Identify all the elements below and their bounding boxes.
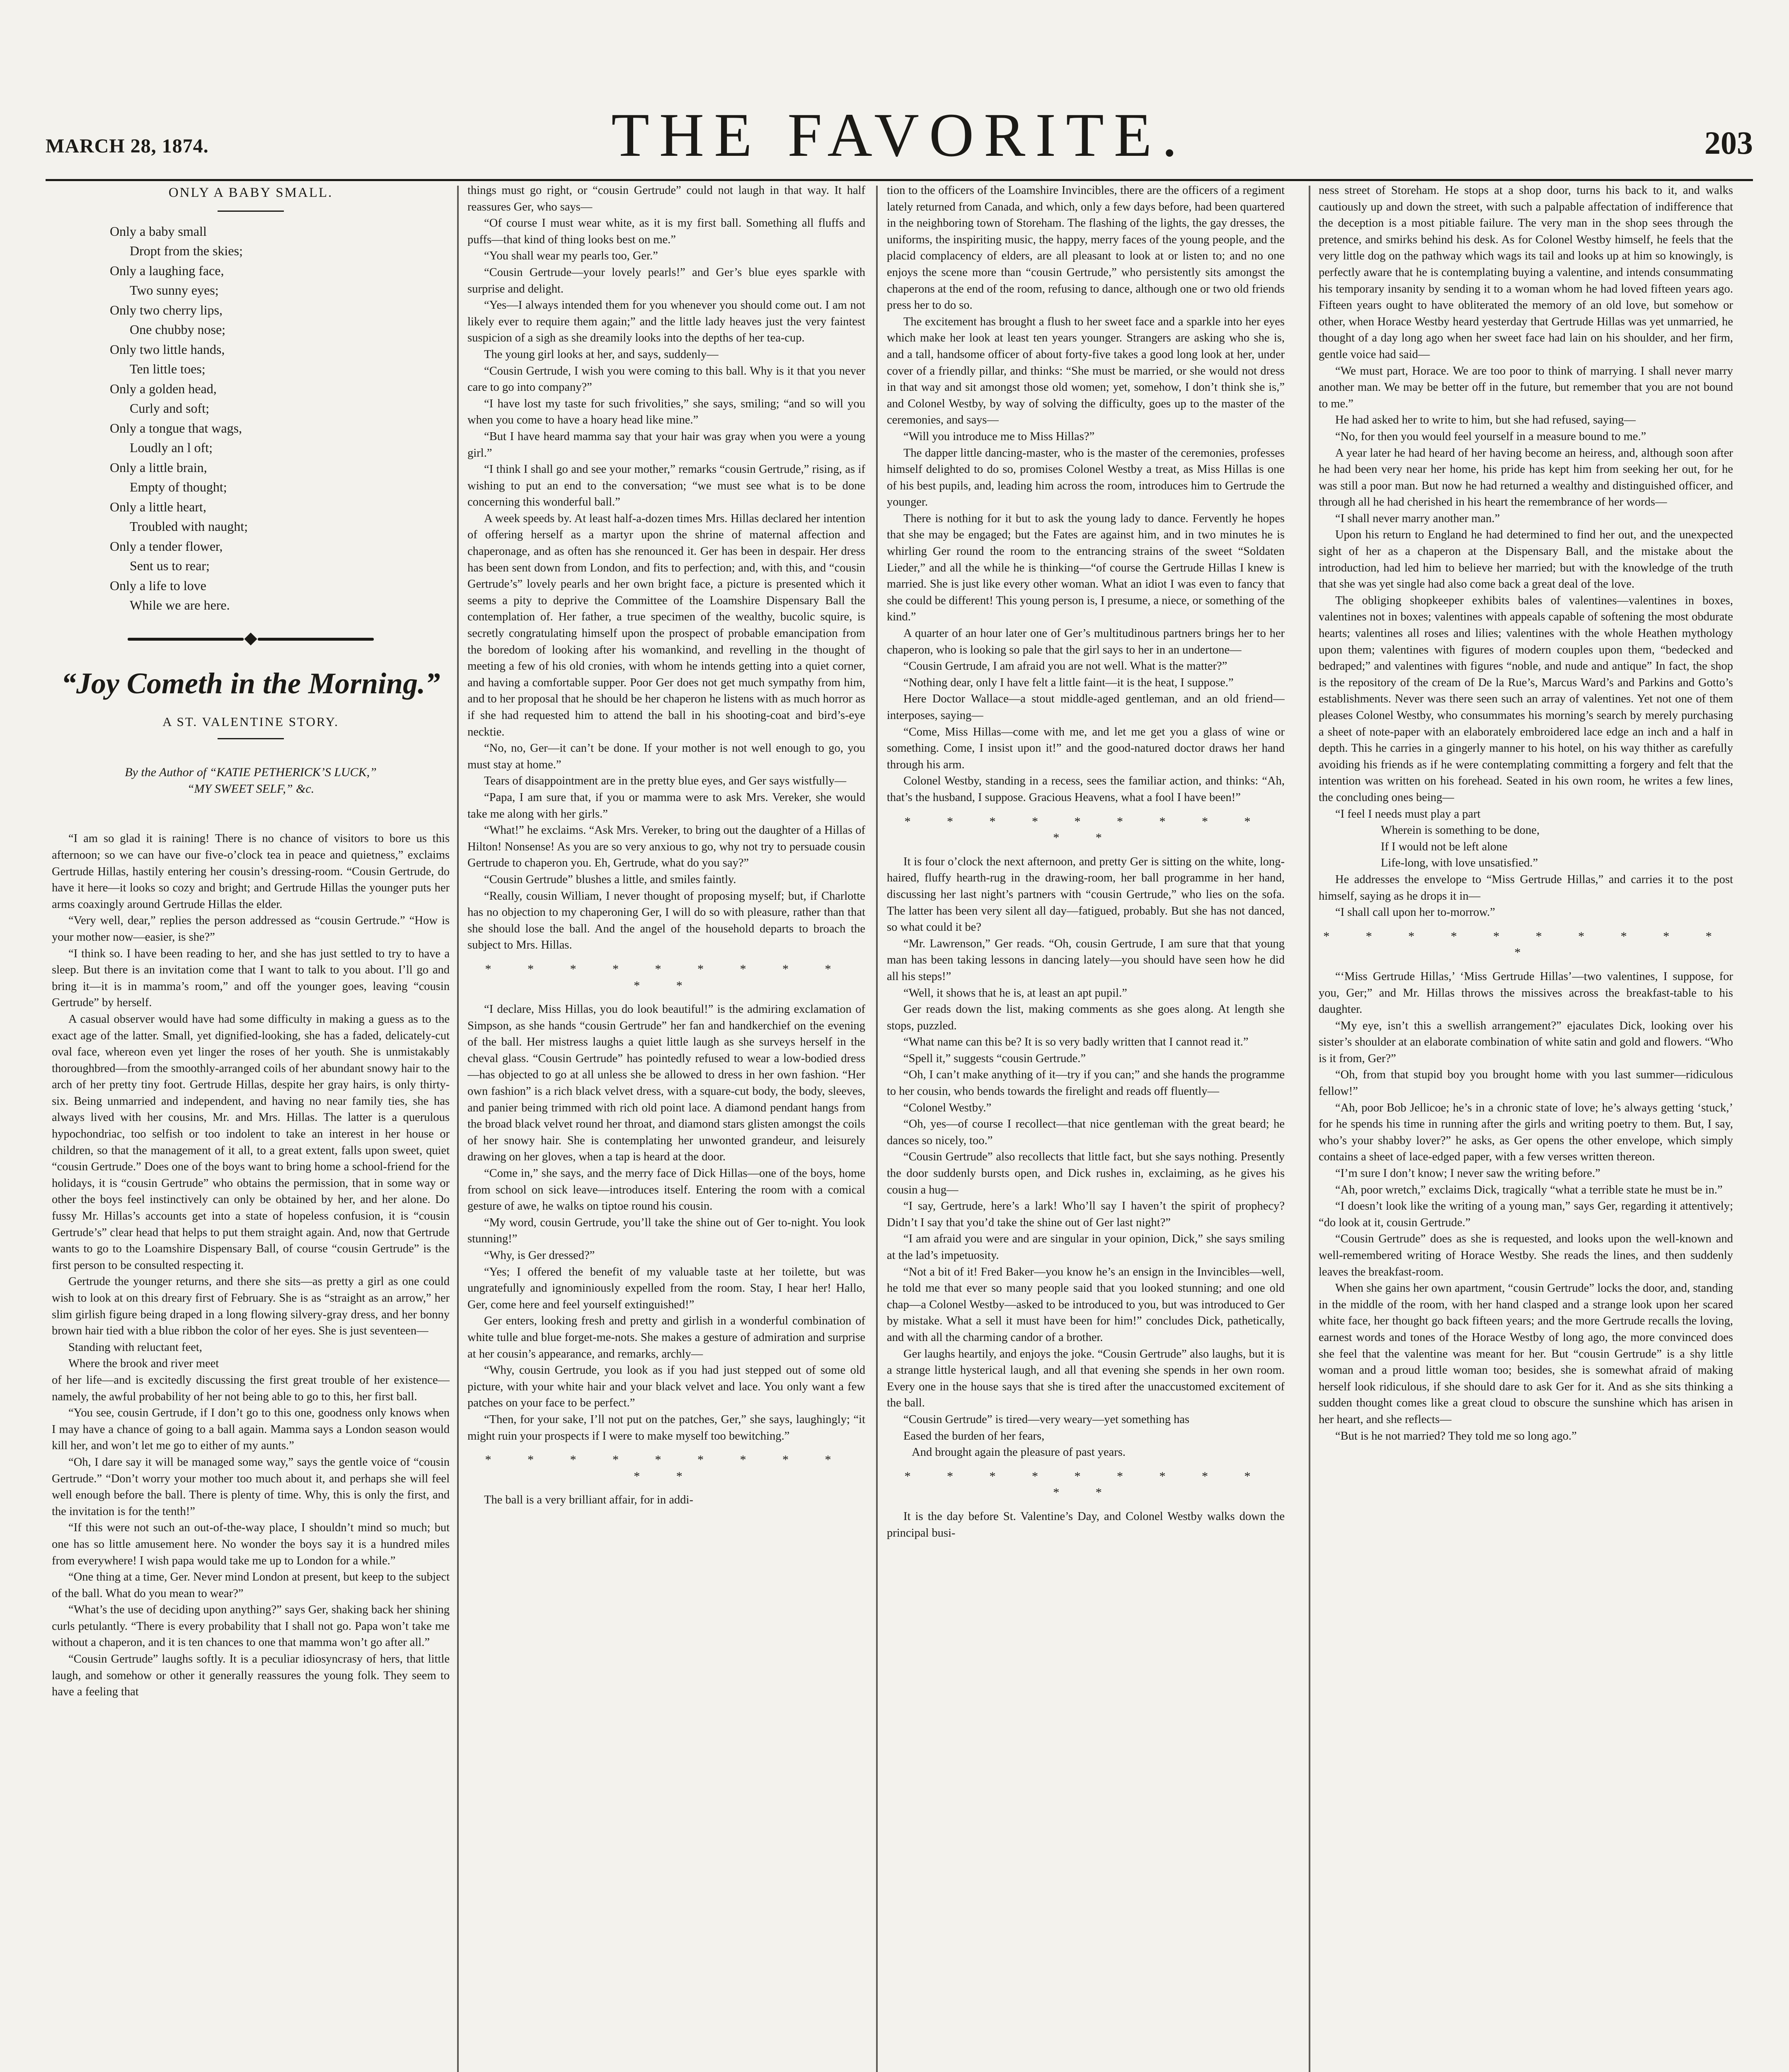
paragraph: “But is he not married? They told me so long ago.” [1335,1429,1577,1443]
verse-line: If I would not be left alone [1381,840,1508,853]
poem-line: Two sunny eyes; [130,283,219,298]
poem-line: Only a life to love [110,578,206,593]
verse-line: “I feel I needs must play a part [1335,807,1481,821]
paragraph: The obliging shopkeeper exhibits bales of valentines—valentines in boxes, valentines not in boxes; valentines with appeals capable of softening the most obdurate hearts; valentines all roses and lilies; valentines with the whole Heathen mythology upon them; valentines with figures of modern couples upon them, “bedecked and bedraped;” and valentines with figures “noble, and nude and antique” In fact, the shop is the repository of the cream of De la Rue’s, Marcus Ward’s and Parkins and Gotto’s establishments. Never was there seen such an array of valentines. Yet not one of them pleases Colonel Westby, who consummates his morning’s search by merely purchasing a sheet of note-paper with an elaborately embroidered lace edge an inch and a half in depth. This he carries in a gingerly manner to his hotel, on his way thither as carefully avoiding his friends as if he were contemplating committing a forgery and felt that the intention was written on his forehead. Seated in his own room, he writes a few lines, the concluding ones being— [1319,594,1733,804]
paragraph: “Yes—I always intended them for you whenever you should come out. I am not likely ever to require them again;” and the little lady heaves just the very faintest suspicion of a sigh as she dreamily looks into the depths of her tea-cup. [467,299,865,345]
paragraph: It is the day before St. Valentine’s Day, and Colonel Westby walks down the principal busi- [887,1510,1285,1539]
poem-line: Sent us to rear; [130,558,210,574]
paragraph: “I shall never marry another man.” [1335,512,1500,525]
paragraph: He addresses the envelope to “Miss Gertrude Hillas,” and carries it to the post himself, saying as he drops it in— [1319,873,1733,903]
paragraph: “What!” he exclaims. “Ask Mrs. Vereker, to bring out the daughter of a Hillas of Hilton! Nonsense! As you are so very anxious to go, why not try to persuade cousin Gertrude to chaperon you. Eh, Gertrude, what do you say?” [467,824,865,870]
paragraph: “Yes; I offered the benefit of my valuable taste at her toilette, but was ungratefully and ignominiously expelled from the room. Stay, I hear her! Hallo, Ger, come here and feel yourself extinguished!” [467,1265,865,1311]
paragraph: “I shall call upon her to-morrow.” [1335,906,1495,919]
paragraph: Tears of disappointment are in the pretty blue eyes, and Ger says wistfully— [484,775,847,788]
paragraph: “‘Miss Gertrude Hillas,’ ‘Miss Gertrude Hillas’—two valentines, I suppose, for you, Ger;” and Mr. Hillas throws the missives across the breakfast-table to his daughter. [1319,970,1733,1016]
verse-line: Eased the burden of her fears, [903,1429,1045,1443]
column-divider [876,186,878,2072]
poem-line: Curly and soft; [130,401,209,416]
paragraph: “Come, Miss Hillas—come with me, and let me get you a glass of wine or something. Come, I insist upon it!” and the good-natured doctor draws her hand through his arm. [887,725,1285,771]
paragraph: “What name can this be? It is so very badly written that I cannot read it.” [903,1036,1249,1049]
paragraph: of her life—and is excitedly discussing the first great trouble of her existence—namely, the awful probability of her not being able to go to this, her first ball. [52,1373,450,1403]
paragraph: “Cousin Gertrude” is tired—very weary—yet something has [903,1413,1190,1426]
poem-title: ONLY A BABY SMALL. [168,185,333,200]
paragraph: “No, for then you would feel yourself in a measure bound to me.” [1335,430,1646,443]
divider [218,211,284,212]
paragraph: “I declare, Miss Hillas, you do look beautiful!” is the admiring exclamation of Simpson, as she hands “cousin Gertrude” her fan and handkerchief on the evening of the ball. Her mistress laughs a quiet little laugh as she surveys herself in the cheval glass. “Cousin Gertrude” has pointedly refused to wear a low-bodied dress—has objected to go at all unless she be allowed to dress in her own fashion. “Her own fashion” is a rich black velvet dress, with a square-cut body, the body, sleeves, and panier being trimmed with rich old point lace. A diamond pendant hangs from the broad black velvet round her throat, and diamond stars glisten amongst the coils of her snowy hair. She is contemplating her unwonted grandeur, and leisurely drawing on her gloves, when a tap is heard at the door. [467,1003,865,1164]
poem-line: Only a baby small [110,223,207,239]
poem-line: One chubby nose; [130,322,226,337]
paragraph: “You see, cousin Gertrude, if I don’t go to this one, goodness only knows when I may have a chance of going to a ball again. Mamma says a London season would kill her, and won’t let me go to either of my aunts.” [52,1406,450,1452]
paragraph: “Oh, yes—of course I recollect—that nice gentleman with the great beard; he dances so nicely, too.” [887,1118,1285,1147]
paragraph: “One thing at a time, Ger. Never mind London at present, but keep to the subject of the ball. What do you mean to wear?” [52,1571,450,1600]
column-2 [467,182,865,2072]
paragraph: A week speeds by. At least half-a-dozen times Mrs. Hillas declared her intention of offering herself as a martyr upon the shrine of maternal affection and chaperonage, and as often has she renounced it. Ger has been in despair. Her dress has been sent down from London, and fits to perfection; and, with this, and “cousin Gertrude’s” lovely pearls and her own bright face, a picture is presented which it seems a pity to deprive the Committee of the Loamshire Dispensary Ball the contemplation of. Her father, a true specimen of the wealthy, bucolic squire, is secretly congratulating himself upon the prospect of probable emancipation from the boredom of looking after his womankind, and revelling in the thought of meeting a few of his old cronies, with whom he intends getting into a quiet corner, and having a comfortable supper. Poor Ger does not get much sympathy from him, and to her proposal that he should be her chaperon he listens with as much horror as if she had requested him to attend the ball in his shooting-coat and bird’s-eye necktie. [467,512,865,738]
paragraph: “Then, for your sake, I’ll not put on the patches, Ger,” she says, laughingly; “it might ruin your prospects if I were to make myself too bewitching.” [467,1413,865,1443]
verse-line: Wherein is something to be done, [1381,824,1540,837]
paragraph: “Oh, from that stupid boy you brought home with you last summer—ridiculous fellow!” [1319,1068,1733,1098]
paragraph: “I am afraid you were and are singular in your opinion, Dick,” she says smiling at the lad’s impetuosity. [887,1232,1285,1262]
paragraph: “My word, cousin Gertrude, you’ll take the shine out of Ger to-night. You look stunning!” [467,1216,865,1246]
paragraph: “What’s the use of deciding upon anything?” says Ger, shaking back her shining curls petulantly. “There is every probability that I shall not go. Papa won’t take me without a chaperon, and it is ten chances to one that mamma won’t go after all.” [52,1603,450,1649]
paragraph: “If this were not such an out-of-the-way place, I shouldn’t mind so much; but one has so little amusement here. No wonder the boys say it is a hundred miles from everywhere! I wish papa would take me up to London for a while.” [52,1521,450,1567]
section-break: * * * * * * * * * * * [904,1469,1267,1500]
paragraph: “Well, it shows that he is, at least an apt pupil.” [903,986,1127,1000]
paragraph: Ger enters, looking fresh and pretty and girlish in a wonderful combination of white tulle and blue forget-me-nots. She makes a gesture of admiration and surprise at her cousin’s appearance, and remarks, archly— [467,1314,865,1360]
column-4 [1319,182,1733,2072]
paragraph: “Why, cousin Gertrude, you look as if you had just stepped out of some old picture, with your white hair and your black velvet and lace. You only want a few patches on your face to be perfect.” [467,1364,865,1410]
paragraph: Colonel Westby, standing in a recess, sees the familiar action, and thinks: “Ah, that’s the husband, I suppose. Gracious Heavens, what a fool I have been!” [887,775,1285,804]
paragraph: “I think so. I have been reading to her, and she has just settled to try to have a sleep. But there is an invitation come that I want to talk to you about. I’ll go and bring it—it is in mamma’s room,” and off the younger goes, leaving “cousin Gertrude” by herself. [52,947,450,1009]
paragraph: “Papa, I am sure that, if you or mamma were to ask Mrs. Vereker, she would take me along with her girls.” [467,791,865,821]
paragraph: “Why, is Ger dressed?” [484,1249,595,1262]
paragraph: “Not a bit of it! Fred Baker—you know he’s an ensign in the Invincibles—well, he told me that ever so many people said that you looked stunning; and one old chap—a Colonel Westby—asked to be introduced to you, but was introduced to Ger by mistake. What a sell it must have been for him!” concludes Dick, pathetically, and with all the charming candor of a brother. [887,1265,1285,1344]
paragraph: When she gains her own apartment, “cousin Gertrude” locks the door, and, standing in the middle of the room, with her hand clasped and a strange look upon her scared white face, her thought go back fifteen years; and the more Gertrude recalls the loving, earnest words and tones of the Horace Westby of long ago, the more convinced does she feel that the valentine was meant for her. But “cousin Gertrude” is a shy little woman and a proud little woman too; besides, she is somewhat afraid of making herself look ridiculous, if she should dare to ask Ger for it. And as she sits thinking a sudden thought comes like a great cloud to obscure the sunshine which has arisen in her heart, and she reflects— [1319,1282,1733,1426]
paragraph: “Cousin Gertrude” does as she is requested, and looks upon the well-known and well-remembered writing of Horace Westby. She reads the lines, and then suddenly leaves the breakfast-room. [1319,1232,1733,1278]
paragraph: The dapper little dancing-master, who is the master of the ceremonies, professes himself delighted to do so, promises Colonel Westby a treat, as Miss Hillas is one of his best pupils, and, leading him across the room, introduces him to Gertrude the younger. [887,446,1285,509]
section-break: * * * * * * * * * * * [485,1453,848,1483]
paragraph: The young girl looks at her, and says, suddenly— [484,348,719,361]
verse-line: Standing with reluctant feet, [68,1341,202,1354]
verse-line: And brought again the pleasure of past years. [912,1446,1126,1459]
paragraph: “We must part, Horace. We are too poor to think of marrying. I shall never marry another man. We may be better off in the future, but remember that you are not bound to me.” [1319,364,1733,410]
paragraph: “No, no, Ger—it can’t be done. If your mother is not well enough to go, you must stay at home.” [467,742,865,771]
paragraph: “Mr. Lawrenson,” Ger reads. “Oh, cousin Gertrude, I am sure that that young man has been taking lessons in dancing lately—you should have seen how he did all his steps!” [887,937,1285,983]
paragraph: “But I have heard mamma say that your hair was gray when you were a young girl.” [467,430,865,460]
paragraph: “Very well, dear,” replies the person addressed as “cousin Gertrude.” “How is your mother now—easier, is she?” [52,914,450,944]
paragraph: “Oh, I can’t make anything of it—try if you can;” and she hands the programme to her cousin, who bends towards the firelight and reads off fluently— [887,1068,1285,1098]
paragraph: “Will you introduce me to Miss Hillas?” [903,430,1095,443]
divider [218,738,284,739]
poem-line: Only two little hands, [110,341,225,357]
paragraph: “You shall wear my pearls too, Ger.” [484,249,658,263]
paragraph: Gertrude the younger returns, and there she sits—as pretty a girl as one could wish to look at on this dreary first of February. She is as “straight as an arrow,” her slim girlish figure being draped in a long flowing silvery-gray dress, and her bonny brown hair tied with a blue ribbon the color of her eyes. She is just seventeen— [52,1275,450,1338]
poem-body [110,222,450,615]
byline [52,764,450,797]
issue-date: MARCH 28, 1874. [46,135,209,157]
page-number: 203 [1704,125,1753,161]
paragraph: “Oh, I dare say it will be managed some way,” says the gentle voice of “cousin Gertrude.” “Don’t worry your mother too much about it, and perhaps she will feel well enough before the ball. There is plenty of time. Why, this is only the first, and the invitation is for the tenth!” [52,1455,450,1518]
column-divider [457,186,459,2072]
column-1 [52,182,450,2072]
paragraph: Ger laughs heartily, and enjoys the joke. “Cousin Gertrude” also laughs, but it is a strange little hysterical laugh, and all that evening she spends in her own room. Every one in the house says that she is tired after the unaccustomed excitement of the ball. [887,1347,1285,1410]
paragraph: “Cousin Gertrude” laughs softly. It is a peculiar idiosyncrasy of hers, that little laugh, and somehow or other it generally reassures the young folk. They seem to have a feeling that [52,1653,450,1699]
paragraph: “Ah, poor Bob Jellicoe; he’s in a chronic state of love; he’s always getting ‘stuck,’ for he spends his time in running after the girls and writing poetry to them. But, I say, who’s your shabby lover?” he asks, as Ger opens the other envelope, which simply contains a sheet of lace-edged paper, with a few verses written thereon. [1319,1101,1733,1164]
paragraph: A casual observer would have had some difficulty in making a guess as to the exact age of the latter. Small, yet dignified-looking, she has a faded, delicately-cut oval face, whereon even yet linger the roses of her youth. She is unmistakably thoroughbred—from the smoothly-arranged coils of her abundant snowy hair to the arch of her pretty tiny foot. Gertrude Hillas, despite her gray hairs, is only thirty-six. Being unmarried and independent, and having no near family ties, she has always lived with her cousins, Mr. and Mrs. Hillas. The latter is a querulous hypochondriac, too selfish or too indolent to take an interest in her house or children, so that the management of it all, to a great extent, falls upon sweet, quiet “cousin Gertrude.” Does one of the boys want to bring home a school-friend for the holidays, it is “cousin Gertrude” who obtains the permission, that in some way or other the boys feel instinctively can only be obtained by her, and her alone. Do fussy Mr. Hillas’s accounts get into a state of hopeless confusion, it is “cousin Gertrude’s” clear head that helps to put them straight again. And, now that Gertrude wants to go to the Loamshire Dispensary Ball, of course “cousin Gertrude” is the first person to be consulted respecting it. [52,1012,450,1272]
paragraph: “Of course I must wear white, as it is my first ball. Something all fluffs and puffs—that kind of thing looks best on me.” [467,217,865,246]
paragraph: “Cousin Gertrude—your lovely pearls!” and Ger’s blue eyes sparkle with surprise and delight. [467,266,865,295]
paragraph: ness street of Storeham. He stops at a shop door, turns his back to it, and walks cautiously up and down the street, with such a palpable affectation of indifference that the deception is a most pitiable failure. The very man in the shop sees through the pretence, and smirks behind his desk. As for Colonel Westby himself, he feels that the very little dog on the pathway which wags its tail and looks up at him so knowingly, is perfectly aware that he is contemplating buying a valentine, and intends consummating his temporary insanity by sending it to a woman whom he had loved fifteen years ago. Fifteen years ought to have obliterated the memory of an old love, but somehow or other, when Horace Westby heard yesterday that Gertrude Hillas was yet unmarried, he thought of a day long ago when her sweet face had lain on his shoulder, and her firm, gentle voice had said— [1319,184,1733,361]
column-divider [1309,186,1310,2072]
poem-line: Troubled with naught; [130,519,248,534]
verse-line: Where the brook and river meet [68,1357,219,1370]
paragraph: “Cousin Gertrude, I am afraid you are not well. What is the matter?” [903,660,1227,673]
masthead-rule [46,179,1753,181]
poem-line: Loudly an l oft; [130,440,213,455]
paragraph: He had asked her to write to him, but she had refused, saying— [1335,414,1636,427]
poem-line: Only a little heart, [110,499,206,514]
poem-line: Only a little brain, [110,460,207,475]
story-subtitle: A ST. VALENTINE STORY. [162,714,339,729]
paragraph: “Cousin Gertrude, I wish you were coming to this ball. Why is it that you never care to go into company?” [467,364,865,394]
byline-line: By the Author of “KATIE PETHERICK’S LUCK,” [125,765,377,779]
column-3 [887,182,1285,2072]
paragraph: “Really, cousin William, I never thought of proposing myself; but, if Charlotte has no objection to my chaperoning Ger, I will do so with pleasure, rather than that she should lose the ball. And the angel of the household departs to broach the subject to Mrs. Hillas. [467,889,865,952]
paragraph: The excitement has brought a flush to her sweet face and a sparkle into her eyes which make her look at least ten years younger. Strangers are asking who she is, and a tall, handsome officer of about forty-five takes a good long look at her, under cover of a friendly pillar, and thinks: “She must be married, or she would not dress in that way and sit amongst those old women; yet, somehow, I don’t think she is,” and Colonel Westby, by way of solving the difficulty, goes up to the master of the ceremonies, and says— [887,315,1285,427]
paragraph: tion to the officers of the Loamshire Invincibles, there are the officers of a regiment lately returned from Canada, and which, only a few days before, had been quartered in the neighboring town of Storeham. The flashing of the lights, the gay dresses, the uniforms, the inspiriting music, the happy, merry faces of the young people, and the placid complacency of elders, are all pleasant to look at or listen to; and no one enjoys the scene more than “cousin Gertrude,” who persistently sits amongst the chaperons at the end of the room, refusing to dance, although one or two old friends press her to do so. [887,184,1285,312]
poem-line: Only two cherry lips, [110,302,223,317]
verse-line: Life-long, with love unsatisfied.” [1381,857,1538,870]
paragraph: “I think I shall go and see your mother,” remarks “cousin Gertrude,” rising, as if wishing to put an end to the conversation; “we must see what is to be done concerning this wonderful ball.” [467,463,865,509]
paragraph: It is four o’clock the next afternoon, and pretty Ger is sitting on the white, long-haired, fluffy hearth-rug in the drawing-room, her ball programme in her hand, discussing her last night’s partners with “cousin Gertrude,” who lies on the sofa. The latter has been very silent all day—fatigued, probably. But she has not danced, so what could it be? [887,855,1285,934]
paragraph: “Nothing dear, only I have felt a little faint—it is the heat, I suppose.” [903,676,1234,689]
poem-line: Only a tender flower, [110,538,223,554]
paragraph: “My eye, isn’t this a swellish arrangement?” ejaculates Dick, looking over his sister’s shoulder at an elaborate combination of white satin and gold and flowers. “Who is it from, Ger?” [1319,1019,1733,1065]
paragraph: Here Doctor Wallace—a stout middle-aged gentleman, and an old friend—interposes, saying— [887,692,1285,722]
paragraph: Upon his return to England he had determined to find her out, and the unexpected sight of her as a chaperon at the Dispensary Ball, and the mistake about the introduction, had led him to believe her married; but with the knowledge of the truth that she was yet single had also come back a great deal of the love. [1319,528,1733,591]
paragraph: things must go right, or “cousin Gertrude” could not laugh in that way. It half reassures Ger, who says— [467,184,865,213]
paragraph: There is nothing for it but to ask the young lady to dance. Fervently he hopes that she may be engaged; but the Fates are against him, and in two minutes he is whirling Ger round the room to the entrancing strains of the sweet “Soldaten Lieder,” and all the while he is thinking—“of course the Gertrude Hillas I knew is married. She is just like every other woman. What an idiot I was even to fancy that she could be different! This young person is, I presume, a niece, or something of the kind.” [887,512,1285,624]
paragraph: “Cousin Gertrude” blushes a little, and smiles faintly. [484,873,736,886]
poem-line: Only a laughing face, [110,263,224,278]
poem-line: Only a golden head, [110,381,217,396]
poem-line: While we are here. [130,598,230,613]
byline-line: “MY SWEET SELF,” &c. [187,782,315,796]
paragraph: “I doesn’t look like the writing of a young man,” says Ger, regarding it attentively; “do look at it, cousin Gertrude.” [1319,1200,1733,1229]
poem-line: Empty of thought; [130,479,227,495]
section-break: * * * * * * * * * * * [485,962,848,992]
poem-line: Dropt from the skies; [130,243,243,259]
paragraph: A year later he had heard of her having become an heiress, and, although soon after he had been very near her home, his pride has kept him from seeking her out, for he was still a poor man. But now he had returned a wealthy and distinguished officer, and through all he had cherished in his heart the remembrance of her words— [1319,446,1733,509]
section-break: * * * * * * * * * * * [904,814,1267,845]
paragraph: “Cousin Gertrude” also recollects that little fact, but she says nothing. Presently the door suddenly bursts open, and Dick rushes in, exclaiming, as he gives his cousin a hug— [887,1150,1285,1196]
paragraph: A quarter of an hour later one of Ger’s multitudinous partners brings her to her chaperon, who is looking so pale that the girl says to her in an undertone— [887,627,1285,656]
masthead [46,95,1753,182]
newspaper-title: THE FAVORITE. [611,101,1187,169]
poem-line: Only a tongue that wags, [110,420,242,436]
paragraph: “Colonel Westby.” [903,1101,992,1114]
section-break: * * * * * * * * * * * [1323,929,1728,960]
paragraph: “Spell it,” suggests “cousin Gertrude.” [903,1052,1086,1065]
poem-line: Ten little toes; [130,361,206,377]
paragraph: The ball is a very brilliant affair, for in addi- [484,1493,693,1507]
paragraph: “I have lost my taste for such frivolities,” she says, smiling; “and so will you when you come to have a hoary head like mine.” [467,397,865,427]
paragraph: “Ah, poor wretch,” exclaims Dick, tragically “what a terrible state he must be in.” [1335,1183,1723,1196]
paragraph: Ger reads down the list, making comments as she goes along. At length she stops, puzzled. [887,1003,1285,1032]
paragraph: “I’m sure I don’t know; I never saw the writing before.” [1335,1167,1600,1180]
paragraph: “I say, Gertrude, here’s a lark! Who’ll say I haven’t the spirit of prophecy? Didn’t I say that you’d take the shine out of Ger last night?” [887,1200,1285,1229]
story-title: “Joy Cometh in the Morning.” [61,667,441,700]
ornament-divider [52,630,450,647]
paragraph: “Come in,” she says, and the merry face of Dick Hillas—one of the boys, home from school on sick leave—introduces itself. Entering the room with a comical gesture of awe, he walks on tiptoe round his cousin. [467,1167,865,1213]
paragraph: “I am so glad it is raining! There is no chance of visitors to bore us this afternoon; so we can have our five-o’clock tea in peace and quietness,” exclaims Gertrude Hillas, hastily entering her cousin’s dressing-room. “Cousin Gertrude, do have it here—it looks so cozy and bright; and Gertrude Hillas the younger puts her arms coaxingly around Gertrude Hillas the elder. [52,832,450,911]
